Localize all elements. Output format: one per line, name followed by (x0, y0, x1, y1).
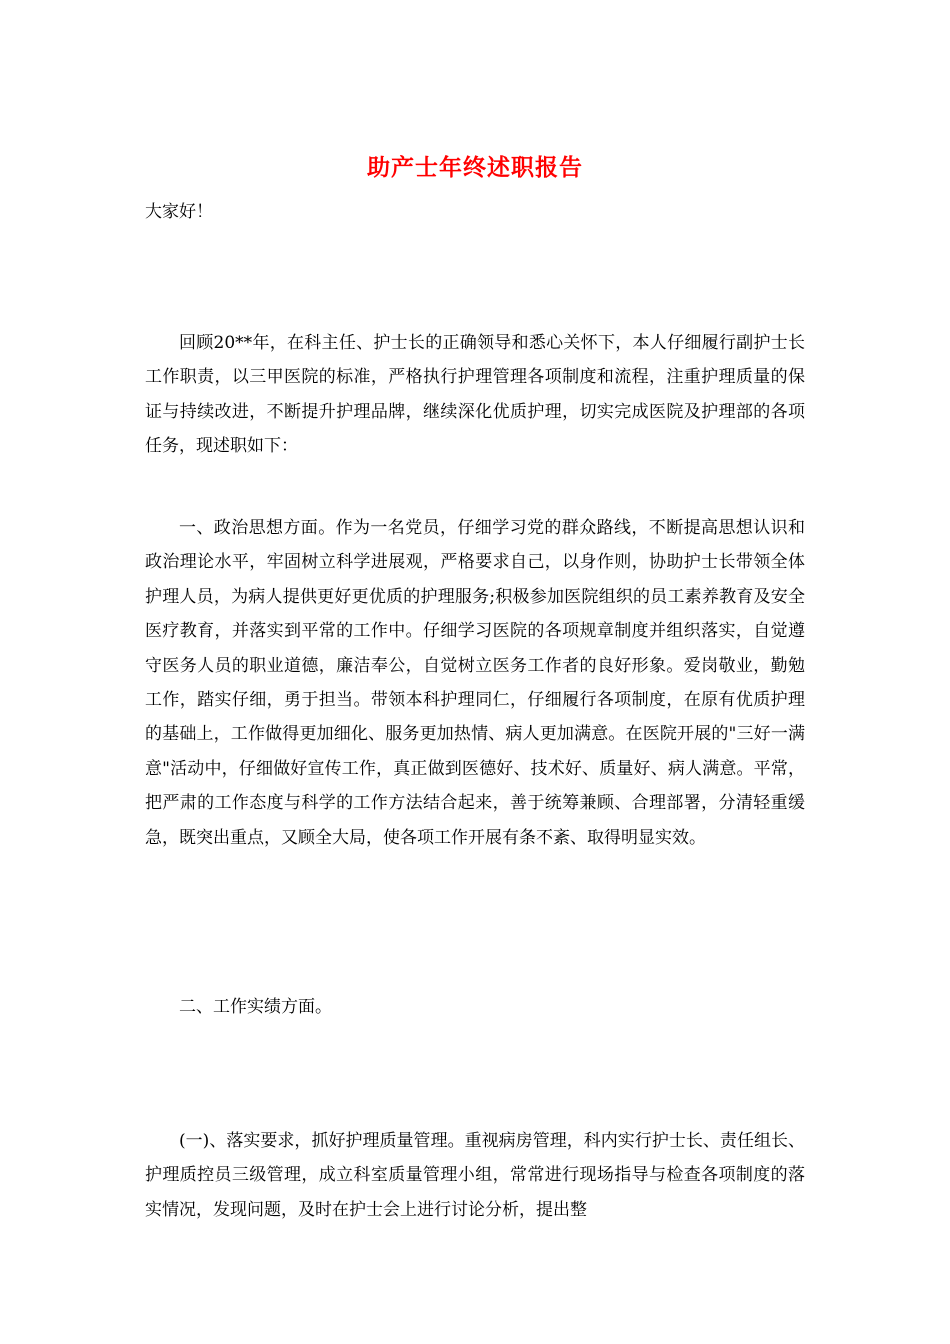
paragraph-intro: 回顾20**年，在科主任、护士长的正确领导和悉心关怀下，本人仔细履行副护士长工作职责，以三甲医院的标准，严格执行护理管理各项制度和流程，注重护理质量的保证与持续改进，不断提升护理品牌，继续深化优质护理，切实完成医院及护理部的各项任务，现述职如下： (145, 333, 805, 457)
document-title: 助产士年终述职报告 (367, 154, 583, 181)
greeting: 大家好！ (145, 202, 213, 222)
paragraph-quality-management: (一)、落实要求，抓好护理质量管理。重视病房管理，科内实行护士长、责任组长、护理质控员三级管理，成立科室质量管理小组，常常进行现场指导与检查各项制度的落实情况，发现问题，及时在护士会上进行讨论分析，提出整 (145, 1131, 805, 1220)
paragraph-political: 一、政治思想方面。作为一名党员，仔细学习党的群众路线，不断提高思想认识和政治理论水平，牢固树立科学进展观，严格要求自己，以身作则，协助护士长带领全体护理人员，为病人提供更好更优质的护理服务;积极参加医院组织的员工素养教育及安全医疗教育，并落实到平常的工作中。仔细学习医院的各项规章制度并组织落实，自觉遵守医务人员的职业道德，廉洁奉公，自觉树立医务工作者的良好形象。爱岗敬业，勤勉工作，踏实仔细，勇于担当。带领本科护理同仁，仔细履行各项制度，在原有优质护理的基础上，工作做得更加细化、服务更加热情、病人更加满意。在医院开展的"三好一满意"活动中，仔细做好宣传工作，真正做到医德好、技术好、质量好、病人满意。平常，把严肃的工作态度与科学的工作方法结合起来，善于统筹兼顾、合理部署，分清轻重缓急，既突出重点，又顾全大局，使各项工作开展有条不紊、取得明显实效。 (145, 518, 805, 848)
section-heading-work-results: 二、工作实绩方面。 (179, 997, 332, 1017)
